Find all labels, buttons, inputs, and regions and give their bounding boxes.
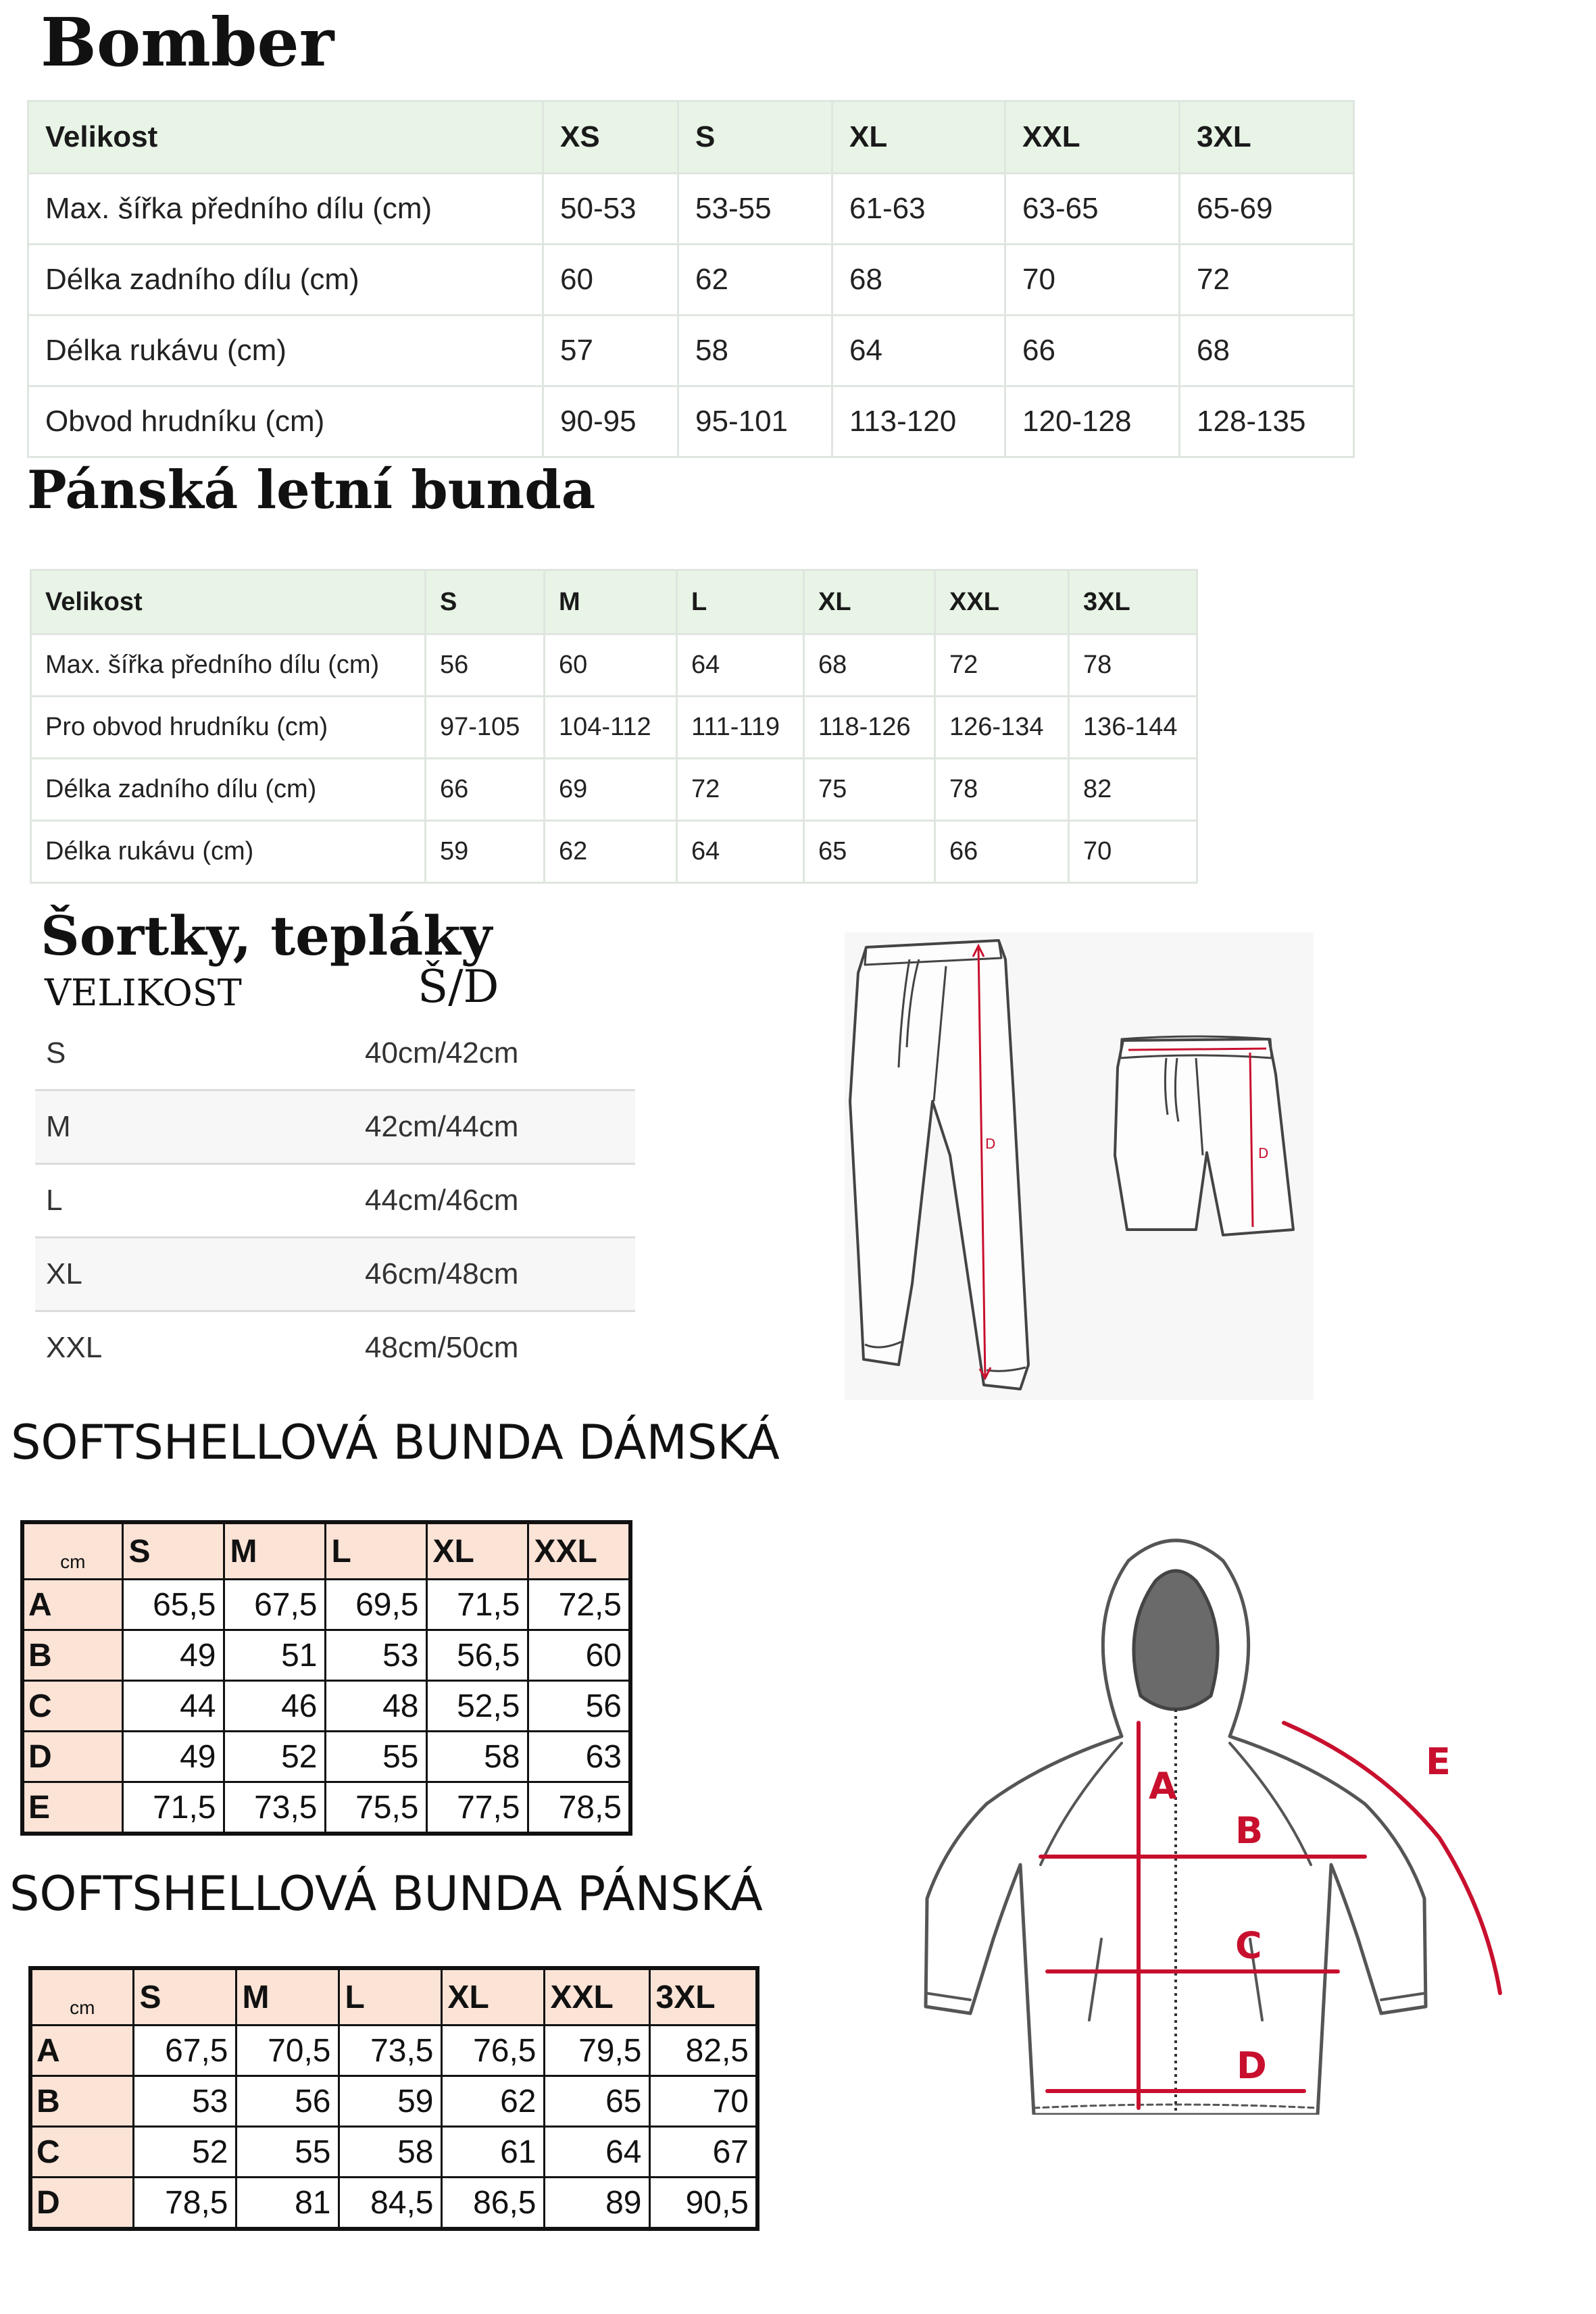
cell: 52,5 — [426, 1681, 528, 1732]
cell: 73,5 — [339, 2026, 441, 2076]
row-label: Délka zadního dílu (cm) — [28, 245, 543, 316]
cell: 89 — [544, 2178, 649, 2230]
cell: 67,5 — [224, 1580, 325, 1630]
table-row — [35, 1017, 635, 1090]
cell: 50-53 — [543, 174, 678, 245]
table-header-row — [30, 1968, 757, 2026]
shorts-measure-column-header: Š/D — [418, 961, 499, 1013]
cell: 68 — [1180, 316, 1354, 386]
pants-shorts-illustration — [845, 932, 1314, 1400]
summer-jacket-size-table — [30, 569, 1198, 884]
cell: 51 — [224, 1630, 325, 1681]
header-cell: XXL — [528, 1522, 630, 1580]
cell: 62 — [441, 2076, 544, 2127]
cell: 64 — [832, 316, 1005, 386]
measure-cell: 42cm/44cm — [354, 1090, 635, 1164]
cell: 56 — [528, 1681, 630, 1732]
row-label: Délka rukávu (cm) — [31, 821, 426, 883]
table-row — [30, 2127, 757, 2178]
softshell-women-title: SOFTSHELLOVÁ BUNDA DÁMSKÁ — [11, 1415, 780, 1470]
cell: 79,5 — [544, 2026, 649, 2076]
row-label: A — [30, 2026, 133, 2076]
measure-cell: 44cm/46cm — [365, 1184, 519, 1217]
size-cell: XL — [35, 1238, 354, 1311]
cell: 90-95 — [543, 386, 678, 457]
cell: 72 — [935, 634, 1069, 697]
cell: 73,5 — [224, 1782, 325, 1834]
row-label: E — [22, 1782, 122, 1834]
table-row — [31, 759, 1197, 821]
cell: 57 — [543, 316, 678, 386]
cell: 75,5 — [325, 1782, 426, 1834]
cell: 71,5 — [122, 1782, 224, 1834]
cell: 64 — [544, 2127, 649, 2178]
cell: 78,5 — [133, 2178, 236, 2230]
header-cell: L — [677, 570, 804, 634]
softshell-jacket-illustration — [905, 1520, 1527, 2115]
cell: 104-112 — [545, 697, 677, 759]
header-cell: L — [325, 1522, 426, 1580]
header-cell: L — [339, 1968, 441, 2026]
table-row — [35, 1238, 635, 1311]
cell: 82,5 — [649, 2026, 757, 2076]
measure-cell: 46cm/48cm — [354, 1238, 635, 1311]
row-label: B — [22, 1630, 122, 1681]
cell: 77,5 — [426, 1782, 528, 1834]
header-cell: XXL — [935, 570, 1069, 634]
header-cell: M — [236, 1968, 339, 2026]
header-cell: XS — [543, 101, 678, 174]
header-cell: 3XL — [649, 1968, 757, 2026]
cell: 56,5 — [426, 1630, 528, 1681]
table-row — [35, 1090, 635, 1164]
cell: 49 — [122, 1630, 224, 1681]
cell: 46 — [224, 1681, 325, 1732]
table-row — [31, 821, 1197, 883]
cell: 81 — [236, 2178, 339, 2230]
measure-cell: 40cm/42cm — [365, 1036, 519, 1070]
cell: 65 — [804, 821, 935, 883]
shorts-size-column-header: VELIKOST — [45, 972, 242, 1014]
cell: 53-55 — [678, 174, 832, 245]
table-row — [31, 697, 1197, 759]
cell: 52 — [224, 1732, 325, 1782]
cell: 48 — [325, 1681, 426, 1732]
cell: 95-101 — [678, 386, 832, 457]
table-header-row — [22, 1522, 630, 1580]
cell: 66 — [426, 759, 545, 821]
cell: 63-65 — [1005, 174, 1180, 245]
cell: 72 — [677, 759, 804, 821]
cell: 75 — [804, 759, 935, 821]
cell: 69 — [545, 759, 677, 821]
row-label: Délka zadního dílu (cm) — [31, 759, 426, 821]
cell: 65,5 — [122, 1580, 224, 1630]
cell: 66 — [1005, 316, 1180, 386]
table-header-row — [28, 101, 1354, 174]
cell: 70 — [1069, 821, 1197, 883]
header-cell: S — [122, 1522, 224, 1580]
softshell-women-size-table — [20, 1520, 632, 1836]
cell: 68 — [832, 245, 1005, 316]
cell: 70,5 — [236, 2026, 339, 2076]
cell: 59 — [426, 821, 545, 883]
pants-measure-label: D — [985, 1136, 996, 1152]
cell: 72,5 — [528, 1580, 630, 1630]
cell: 126-134 — [935, 697, 1069, 759]
measure-label-e: E — [1426, 1740, 1451, 1783]
size-cell: M — [35, 1090, 354, 1164]
cell: 111-119 — [677, 697, 804, 759]
cell: 58 — [426, 1732, 528, 1782]
cell: 65-69 — [1180, 174, 1354, 245]
table-row — [31, 634, 1197, 697]
row-label: Max. šířka předního dílu (cm) — [31, 634, 426, 697]
cell: 120-128 — [1005, 386, 1180, 457]
cell: 118-126 — [804, 697, 935, 759]
row-label: Délka rukávu (cm) — [28, 316, 543, 386]
header-cell: XL — [804, 570, 935, 634]
measure-label-a: A — [1149, 1765, 1177, 1807]
size-cell: L — [46, 1184, 63, 1217]
cell: 61 — [441, 2127, 544, 2178]
row-label: Obvod hrudníku (cm) — [28, 386, 543, 457]
measure-cell: 48cm/50cm — [365, 1331, 519, 1364]
cell: 53 — [325, 1630, 426, 1681]
row-label: Pro obvod hrudníku (cm) — [31, 697, 426, 759]
cell: 86,5 — [441, 2178, 544, 2230]
row-label: D — [30, 2178, 133, 2230]
measure-label-d: D — [1237, 2044, 1267, 2087]
table-row — [28, 386, 1354, 457]
cell: 59 — [339, 2076, 441, 2127]
cell: 69,5 — [325, 1580, 426, 1630]
table-row — [22, 1580, 630, 1630]
table-row — [22, 1782, 630, 1834]
cell: 56 — [236, 2076, 339, 2127]
cell: 61-63 — [832, 174, 1005, 245]
header-cell: M — [224, 1522, 325, 1580]
row-label: D — [22, 1732, 122, 1782]
cell: 55 — [325, 1732, 426, 1782]
cell: 58 — [678, 316, 832, 386]
table-row — [30, 2076, 757, 2127]
header-cell: XL — [426, 1522, 528, 1580]
shorts-title: Šortky, tepláky — [41, 904, 493, 967]
cell: 56 — [426, 634, 545, 697]
cell: 113-120 — [832, 386, 1005, 457]
table-row — [35, 1164, 635, 1238]
cell: 53 — [133, 2076, 236, 2127]
cell: 136-144 — [1069, 697, 1197, 759]
cell: 128-135 — [1180, 386, 1354, 457]
cell: 78,5 — [528, 1782, 630, 1834]
softshell-men-size-table — [28, 1966, 759, 2231]
table-row — [35, 1311, 635, 1384]
header-cell: S — [678, 101, 832, 174]
cell: 78 — [935, 759, 1069, 821]
shorts-measure-label: D — [1258, 1145, 1269, 1161]
measure-label-b: B — [1235, 1809, 1264, 1852]
cell: 90,5 — [649, 2178, 757, 2230]
cell: 72 — [1180, 245, 1354, 316]
bomber-title: Bomber — [41, 4, 334, 82]
measure-label-c: C — [1235, 1924, 1262, 1967]
header-cell: XXL — [1005, 101, 1180, 174]
size-cell: XXL — [46, 1331, 103, 1364]
header-cell: S — [426, 570, 545, 634]
table-row — [28, 245, 1354, 316]
cell: 82 — [1069, 759, 1197, 821]
cell: 60 — [528, 1630, 630, 1681]
cell: 58 — [339, 2127, 441, 2178]
cell: 65 — [544, 2076, 649, 2127]
size-cell: S — [46, 1036, 66, 1070]
cell: 70 — [1005, 245, 1180, 316]
cell: 52 — [133, 2127, 236, 2178]
cell: 67,5 — [133, 2026, 236, 2076]
table-row — [22, 1681, 630, 1732]
cell: 97-105 — [426, 697, 545, 759]
table-row — [22, 1732, 630, 1782]
bomber-size-table — [27, 100, 1355, 458]
cell: 64 — [677, 634, 804, 697]
cell: 68 — [804, 634, 935, 697]
cell: 67 — [649, 2127, 757, 2178]
header-cell: XXL — [544, 1968, 649, 2026]
cell: 64 — [677, 821, 804, 883]
header-cell: 3XL — [1180, 101, 1354, 174]
unit-cell: cm — [22, 1522, 122, 1580]
cell: 62 — [678, 245, 832, 316]
table-row — [30, 2178, 757, 2230]
table-row — [30, 2026, 757, 2076]
cell: 62 — [545, 821, 677, 883]
table-header-row — [31, 570, 1197, 634]
summer-jacket-title: Pánská letní bunda — [27, 459, 596, 521]
shorts-size-table — [35, 1017, 635, 1384]
header-cell: S — [133, 1968, 236, 2026]
table-row — [28, 316, 1354, 386]
row-label: B — [30, 2076, 133, 2127]
header-cell: XL — [832, 101, 1005, 174]
table-row — [22, 1630, 630, 1681]
row-label: C — [22, 1681, 122, 1732]
row-label: Max. šířka předního dílu (cm) — [28, 174, 543, 245]
cell: 66 — [935, 821, 1069, 883]
cell: 71,5 — [426, 1580, 528, 1630]
cell: 78 — [1069, 634, 1197, 697]
softshell-men-title: SOFTSHELLOVÁ BUNDA PÁNSKÁ — [9, 1866, 763, 1921]
cell: 76,5 — [441, 2026, 544, 2076]
cell: 60 — [545, 634, 677, 697]
header-cell: M — [545, 570, 677, 634]
cell: 49 — [122, 1732, 224, 1782]
row-label: C — [30, 2127, 133, 2178]
header-cell: 3XL — [1069, 570, 1197, 634]
header-cell: Velikost — [31, 570, 426, 634]
cell: 55 — [236, 2127, 339, 2178]
unit-cell: cm — [30, 1968, 133, 2026]
table-row — [28, 174, 1354, 245]
header-cell: XL — [441, 1968, 544, 2026]
row-label: A — [22, 1580, 122, 1630]
cell: 60 — [543, 245, 678, 316]
cell: 63 — [528, 1732, 630, 1782]
header-cell: Velikost — [28, 101, 543, 174]
cell: 84,5 — [339, 2178, 441, 2230]
cell: 70 — [649, 2076, 757, 2127]
cell: 44 — [122, 1681, 224, 1732]
